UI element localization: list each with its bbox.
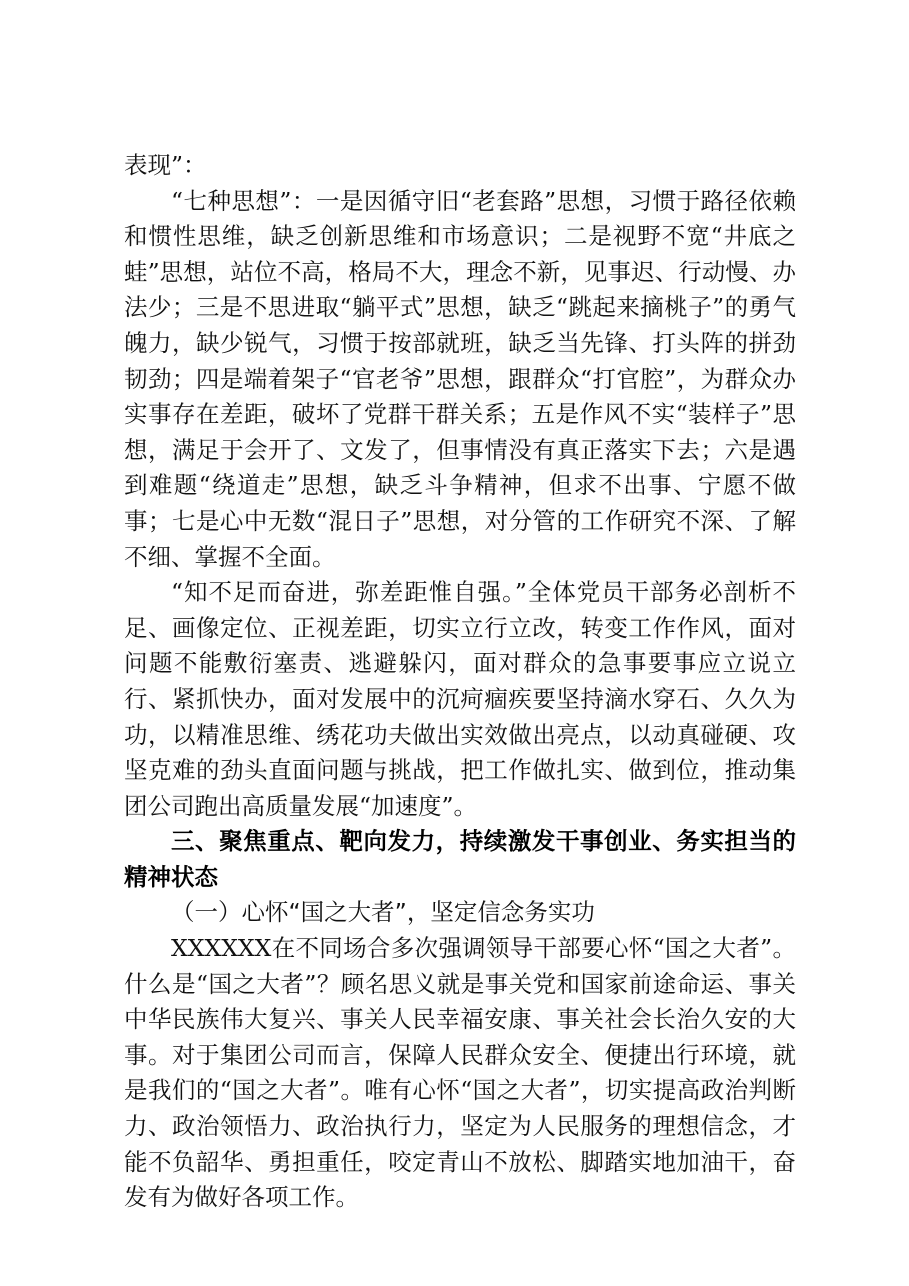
paragraph-national-priorities: XXXXXX在不同场合多次强调领导干部要心怀“国之大者”。什么是“国之大者”？顾名思义就是事关党和国家前途命运、事关中华民族伟大复兴、事关人民幸福安康、事关社会长治久安的大事。对于集团公司而言，保障人民群众安全、便捷出行环境，就是我们的“国之大者”。唯有心怀“国之大者”，切实提高政治判断力、政治领悟力、政治执行力，坚定为人民服务的理想信念，才能不负韶华、勇担重任，咬定青山不放松、脚踏实地加油干，奋发有为做好各项工作。 xyxy=(124,934,796,1212)
subsection-heading: （一）心怀“国之大者”，坚定信念务实功 xyxy=(171,898,595,927)
paragraph-self-improvement: “知不足而奋进，弥差距惟自强。”全体党员干部务必剖析不足、画像定位、正视差距，切实立行立改，转变工作作风，面对问题不能敷衍塞责、逃避躲闪，面对群众的急事要事应立说立行、紧抓快办，面对发展中的沉疴痼疾要坚持滴水穿石、久久为功，以精准思维、绣花功夫做出实效做出亮点，以动真碰硬、攻坚克难的劲头直面问题与挑战，把工作做扎实、做到位，推动集团公司跑出高质量发展“加速度”。 xyxy=(124,578,796,820)
section-heading: 三、聚焦重点、靶向发力，持续激发干事创业、务实担当的精神状态 xyxy=(124,827,796,891)
paragraph-seven-thoughts: “七种思想”：一是因循守旧“老套路”思想，习惯于路径依赖和惯性思维，缺乏创新思维和市场意识；二是视野不宽“井底之蛙”思想，站位不高，格局不大，理念不新，见事迟、行动慢、办法少；三是不思进取“躺平式”思想，缺乏“跳起来摘桃子”的勇气魄力，缺少锐气，习惯于按部就班，缺乏当先锋、打头阵的拼劲韧劲；四是端着架子“官老爷”思想，跟群众“打官腔”，为群众办实事存在差距，破坏了党群干群关系；五是作风不实“装样子”思想，满足于会开了、文发了，但事情没有真正落实下去；六是遇到难题“绕道走”思想，缺乏斗争精神，但求不出事、宁愿不做事；七是心中无数“混日子”思想，对分管的工作研究不深、了解不细、掌握不全面。 xyxy=(124,186,796,571)
paragraph-continuation: 表现”： xyxy=(124,151,207,179)
document-body xyxy=(124,148,796,1216)
